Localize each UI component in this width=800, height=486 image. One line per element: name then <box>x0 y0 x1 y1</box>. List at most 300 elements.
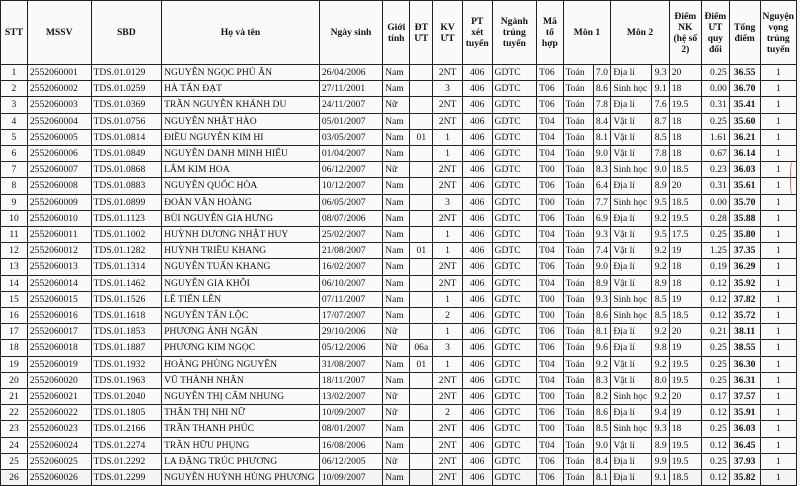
cell-sbd: TDS.01.1526 <box>91 291 162 307</box>
cell-total-score: 35.88 <box>729 210 760 226</box>
cell-aptitude-score: 19.5 <box>669 437 701 453</box>
cell-stt: 12 <box>1 243 28 259</box>
cell-full-name: VŨ THÀNH NHÂN <box>162 372 320 388</box>
cell-priority-area: 3 <box>433 81 463 97</box>
table-row <box>1 389 797 405</box>
cell-aptitude-score: 19.5 <box>669 453 701 469</box>
cell-mssv: 2552060013 <box>27 259 91 275</box>
cell-full-name: TRẦN HỮU PHỤNG <box>162 437 320 453</box>
cell-admitted-preference: 1 <box>760 356 796 372</box>
cell-admitted-preference: 1 <box>760 372 796 388</box>
cell-subject-2-score: 9.0 <box>652 162 669 178</box>
cell-admitted-preference: 1 <box>760 194 796 210</box>
cell-subject-1-name: Toán <box>563 113 593 129</box>
cell-full-name: PHƯƠNG ÁNH NGÂN <box>162 324 320 340</box>
cell-admission-method: 406 <box>462 162 492 178</box>
cell-total-score: 37.35 <box>729 243 760 259</box>
cell-admitted-preference: 1 <box>760 308 796 324</box>
cell-priority-area: 2NT <box>433 453 463 469</box>
cell-sbd: TDS.01.2040 <box>91 389 162 405</box>
cell-sbd: TDS.01.2274 <box>91 437 162 453</box>
cell-admission-method: 406 <box>462 324 492 340</box>
cell-subject-2-score: 9.4 <box>652 405 669 421</box>
cell-gender: Nữ <box>383 97 410 113</box>
cell-gender: Nữ <box>383 162 410 178</box>
cell-priority-area: 1 <box>433 146 463 162</box>
cell-priority-group <box>410 162 433 178</box>
cell-date-of-birth: 08/01/2007 <box>319 421 382 437</box>
cell-subject-2-name: Vật lí <box>611 372 652 388</box>
cell-gender: Nam <box>383 470 410 486</box>
cell-mssv: 2552060021 <box>27 389 91 405</box>
cell-subject-2-name: Sinh học <box>611 421 652 437</box>
table-row <box>1 308 797 324</box>
cell-subject-2-score: 8.0 <box>652 372 669 388</box>
cell-gender: Nam <box>383 129 410 145</box>
cell-priority-points: 0.12 <box>701 308 729 324</box>
cell-admission-method: 406 <box>462 210 492 226</box>
cell-subject-1-name: Toán <box>563 227 593 243</box>
cell-mssv: 2552060026 <box>27 470 91 486</box>
cell-subject-1-score: 7.0 <box>593 65 610 81</box>
cell-priority-points: 0.25 <box>701 340 729 356</box>
cell-sbd: TDS.01.2299 <box>91 470 162 486</box>
cell-subject-2-name: Sinh học <box>611 194 652 210</box>
cell-mssv: 2552060016 <box>27 308 91 324</box>
cell-subject-2-score: 8.5 <box>652 308 669 324</box>
cell-subject-2-score: 9.1 <box>652 81 669 97</box>
header-aptitude-score: Điểm NK (hệ số 2) <box>669 1 701 65</box>
cell-full-name: LÊ TIẾN LÊN <box>162 291 320 307</box>
cell-stt: 6 <box>1 146 28 162</box>
cell-subject-1-name: Toán <box>563 291 593 307</box>
table-row <box>1 340 797 356</box>
cell-aptitude-score: 19.5 <box>669 356 701 372</box>
cell-subject-2-score: 8.5 <box>652 129 669 145</box>
cell-aptitude-score: 18 <box>669 113 701 129</box>
cell-gender: Nam <box>383 259 410 275</box>
table-row <box>1 210 797 226</box>
cell-admitted-preference: 1 <box>760 113 796 129</box>
cell-sbd: TDS.01.0756 <box>91 113 162 129</box>
cell-subject-combination: T04 <box>537 437 563 453</box>
cell-admitted-major: GDTC <box>492 210 537 226</box>
cell-subject-1-name: Toán <box>563 470 593 486</box>
cell-date-of-birth: 18/11/2007 <box>319 372 382 388</box>
cell-sbd: TDS.01.2292 <box>91 453 162 469</box>
cell-date-of-birth: 24/11/2007 <box>319 97 382 113</box>
cell-admitted-major: GDTC <box>492 227 537 243</box>
cell-subject-combination: T04 <box>537 372 563 388</box>
cell-date-of-birth: 13/02/2007 <box>319 389 382 405</box>
header-mssv: MSSV <box>27 1 91 65</box>
cell-priority-points: 1.25 <box>701 243 729 259</box>
cell-gender: Nam <box>383 243 410 259</box>
cell-total-score: 35.60 <box>729 113 760 129</box>
table-row <box>1 65 797 81</box>
cell-admitted-major: GDTC <box>492 405 537 421</box>
cell-subject-2-score: 8.9 <box>652 275 669 291</box>
cell-full-name: NGUYỄN HUỲNH HÙNG PHƯƠNG <box>162 470 320 486</box>
cell-subject-1-score: 7.8 <box>593 97 610 113</box>
cell-subject-2-score: 9.2 <box>652 324 669 340</box>
cell-subject-1-name: Toán <box>563 210 593 226</box>
cell-subject-1-score: 8.5 <box>593 421 610 437</box>
cell-mssv: 2552060004 <box>27 113 91 129</box>
cell-sbd: TDS.01.1618 <box>91 308 162 324</box>
cell-priority-area: 2NT <box>433 389 463 405</box>
cell-priority-group <box>410 470 433 486</box>
cell-subject-2-name: Địa lí <box>611 405 652 421</box>
cell-subject-1-score: 8.6 <box>593 81 610 97</box>
cell-subject-2-name: Địa lí <box>611 65 652 81</box>
cell-admitted-major: GDTC <box>492 291 537 307</box>
cell-subject-1-score: 9.2 <box>593 356 610 372</box>
cell-gender: Nam <box>383 308 410 324</box>
cell-sbd: TDS.01.0868 <box>91 162 162 178</box>
cell-stt: 16 <box>1 308 28 324</box>
cell-admitted-major: GDTC <box>492 178 537 194</box>
cell-mssv: 2552060024 <box>27 437 91 453</box>
cell-total-score: 35.82 <box>729 470 760 486</box>
cell-gender: Nam <box>383 291 410 307</box>
cell-sbd: TDS.01.0814 <box>91 129 162 145</box>
cell-aptitude-score: 18 <box>669 275 701 291</box>
table-row <box>1 227 797 243</box>
cell-admission-method: 406 <box>462 437 492 453</box>
cell-admitted-preference: 1 <box>760 129 796 145</box>
cell-priority-points: 0.12 <box>701 405 729 421</box>
cell-priority-area: 1 <box>433 324 463 340</box>
cell-stt: 26 <box>1 470 28 486</box>
cell-subject-2-score: 7.6 <box>652 97 669 113</box>
cell-gender: Nam <box>383 210 410 226</box>
cell-full-name: NGUYỄN QUỐC HÒA <box>162 178 320 194</box>
cell-mssv: 2552060006 <box>27 146 91 162</box>
cell-admitted-major: GDTC <box>492 421 537 437</box>
cell-sbd: TDS.01.2166 <box>91 421 162 437</box>
table-row <box>1 113 797 129</box>
cell-subject-1-name: Toán <box>563 129 593 145</box>
cell-aptitude-score: 20 <box>669 389 701 405</box>
cell-admission-method: 406 <box>462 243 492 259</box>
cell-date-of-birth: 29/10/2006 <box>319 324 382 340</box>
cell-admission-method: 406 <box>462 146 492 162</box>
cell-gender: Nam <box>383 227 410 243</box>
cell-subject-1-score: 8.1 <box>593 470 610 486</box>
cell-stt: 17 <box>1 324 28 340</box>
cell-priority-group <box>410 194 433 210</box>
cell-admitted-major: GDTC <box>492 470 537 486</box>
cell-date-of-birth: 07/11/2007 <box>319 291 382 307</box>
cell-mssv: 2552060015 <box>27 291 91 307</box>
cell-date-of-birth: 21/08/2007 <box>319 243 382 259</box>
cell-admitted-major: GDTC <box>492 389 537 405</box>
cell-priority-group: 06a <box>410 340 433 356</box>
cell-gender: Nam <box>383 113 410 129</box>
cell-priority-group <box>410 389 433 405</box>
cell-subject-combination: T04 <box>537 146 563 162</box>
cell-subject-combination: T00 <box>537 389 563 405</box>
cell-total-score: 35.41 <box>729 97 760 113</box>
cell-admitted-preference: 1 <box>760 340 796 356</box>
header-subject-combination: Mã tổ hợp <box>537 1 563 65</box>
cell-priority-points: 0.25 <box>701 113 729 129</box>
cell-admission-method: 406 <box>462 470 492 486</box>
cell-admitted-preference: 1 <box>760 389 796 405</box>
cell-admitted-preference: 1 <box>760 259 796 275</box>
header-subject-2: Môn 2 <box>611 1 669 65</box>
cell-date-of-birth: 26/04/2006 <box>319 65 382 81</box>
cell-aptitude-score: 19 <box>669 405 701 421</box>
cell-stt: 18 <box>1 340 28 356</box>
cell-priority-area: 2NT <box>433 275 463 291</box>
cell-mssv: 2552060008 <box>27 178 91 194</box>
cell-subject-1-score: 8.9 <box>593 275 610 291</box>
cell-admitted-major: GDTC <box>492 65 537 81</box>
cell-subject-2-score: 9.2 <box>652 259 669 275</box>
cell-admitted-major: GDTC <box>492 275 537 291</box>
cell-admitted-major: GDTC <box>492 308 537 324</box>
cell-gender: Nam <box>383 146 410 162</box>
header-admitted-preference: Nguyện vọng trúng tuyển <box>760 1 796 65</box>
cell-subject-2-score: 9.3 <box>652 65 669 81</box>
cell-date-of-birth: 06/12/2005 <box>319 453 382 469</box>
cell-priority-area: 2 <box>433 405 463 421</box>
cell-aptitude-score: 19.5 <box>669 210 701 226</box>
cell-gender: Nam <box>383 372 410 388</box>
cell-admitted-major: GDTC <box>492 453 537 469</box>
cell-priority-points: 0.12 <box>701 470 729 486</box>
cell-subject-combination: T06 <box>537 259 563 275</box>
cell-subject-1-score: 9.3 <box>593 227 610 243</box>
table-row <box>1 162 797 178</box>
cell-admission-method: 406 <box>462 227 492 243</box>
cell-subject-1-score: 8.4 <box>593 113 610 129</box>
cell-priority-group: 01 <box>410 356 433 372</box>
cell-total-score: 37.57 <box>729 389 760 405</box>
cell-priority-group <box>410 453 433 469</box>
cell-admission-method: 406 <box>462 113 492 129</box>
cell-gender: Nam <box>383 178 410 194</box>
cell-sbd: TDS.01.1123 <box>91 210 162 226</box>
cell-admission-method: 406 <box>462 97 492 113</box>
cell-priority-points: 0.12 <box>701 437 729 453</box>
cell-mssv: 2552060014 <box>27 275 91 291</box>
cell-full-name: THÂN THỊ NHI NỮ <box>162 405 320 421</box>
cell-full-name: NGUYỄN NHẬT HÀO <box>162 113 320 129</box>
cell-mssv: 2552060010 <box>27 210 91 226</box>
cell-subject-1-name: Toán <box>563 146 593 162</box>
cell-full-name: HUỲNH DƯƠNG NHẬT HUY <box>162 227 320 243</box>
cell-gender: Nam <box>383 356 410 372</box>
cell-total-score: 35.70 <box>729 194 760 210</box>
table-body <box>1 65 797 486</box>
cell-priority-area: 3 <box>433 194 463 210</box>
cell-subject-2-score: 8.7 <box>652 113 669 129</box>
table-row <box>1 421 797 437</box>
cell-priority-group <box>410 81 433 97</box>
cell-priority-area: 1 <box>433 356 463 372</box>
cell-admitted-major: GDTC <box>492 356 537 372</box>
cell-admitted-preference: 1 <box>760 275 796 291</box>
cell-subject-2-name: Sinh học <box>611 81 652 97</box>
table-row <box>1 81 797 97</box>
cell-sbd: TDS.01.1002 <box>91 227 162 243</box>
cell-admitted-major: GDTC <box>492 437 537 453</box>
header-subject-1: Môn 1 <box>563 1 611 65</box>
cell-mssv: 2552060007 <box>27 162 91 178</box>
cell-subject-1-name: Toán <box>563 259 593 275</box>
cell-stt: 5 <box>1 129 28 145</box>
cell-admitted-preference: 1 <box>760 470 796 486</box>
cell-priority-group <box>410 421 433 437</box>
table-row <box>1 97 797 113</box>
cell-admitted-preference: 1 <box>760 81 796 97</box>
cell-subject-1-name: Toán <box>563 243 593 259</box>
header-row <box>1 1 797 65</box>
cell-subject-1-score: 9.0 <box>593 146 610 162</box>
cell-priority-group: 01 <box>410 243 433 259</box>
cell-admitted-major: GDTC <box>492 243 537 259</box>
cell-admitted-major: GDTC <box>492 129 537 145</box>
header-priority-points: Điểm ƯT quy đổi <box>701 1 729 65</box>
cell-subject-1-score: 9.3 <box>593 291 610 307</box>
cell-sbd: TDS.01.1805 <box>91 405 162 421</box>
cell-gender: Nữ <box>383 405 410 421</box>
cell-total-score: 37.82 <box>729 291 760 307</box>
cell-priority-points: 0.21 <box>701 324 729 340</box>
cell-admitted-major: GDTC <box>492 372 537 388</box>
cell-subject-2-name: Sinh học <box>611 162 652 178</box>
cell-subject-2-score: 9.8 <box>652 340 669 356</box>
cell-full-name: TRẦN THANH PHÚC <box>162 421 320 437</box>
cell-admission-method: 406 <box>462 372 492 388</box>
cell-priority-group <box>410 275 433 291</box>
cell-full-name: NGUYỄN THỊ CẨM NHUNG <box>162 389 320 405</box>
cell-total-score: 36.31 <box>729 372 760 388</box>
cell-aptitude-score: 18 <box>669 421 701 437</box>
header-priority-area: KV ƯT <box>433 1 463 65</box>
cell-admission-method: 406 <box>462 405 492 421</box>
cell-subject-combination: T00 <box>537 421 563 437</box>
header-full-name: Họ và tên <box>162 1 320 65</box>
cell-subject-combination: T06 <box>537 340 563 356</box>
cell-stt: 22 <box>1 405 28 421</box>
cell-admitted-preference: 1 <box>760 146 796 162</box>
cell-full-name: BÙI NGUYỄN GIA HƯNG <box>162 210 320 226</box>
cell-aptitude-score: 18 <box>669 259 701 275</box>
table-row <box>1 243 797 259</box>
cell-subject-1-name: Toán <box>563 308 593 324</box>
cell-priority-points: 0.67 <box>701 146 729 162</box>
cell-priority-area: 1 <box>433 227 463 243</box>
cell-priority-area: 2NT <box>433 97 463 113</box>
cell-subject-combination: T06 <box>537 81 563 97</box>
cell-subject-2-name: Địa lí <box>611 97 652 113</box>
cell-sbd: TDS.01.1853 <box>91 324 162 340</box>
cell-date-of-birth: 01/04/2007 <box>319 146 382 162</box>
cell-aptitude-score: 18.5 <box>669 194 701 210</box>
cell-subject-1-score: 9.6 <box>593 340 610 356</box>
cell-subject-2-score: 9.1 <box>652 470 669 486</box>
cell-admitted-preference: 1 <box>760 453 796 469</box>
cell-total-score: 36.03 <box>729 421 760 437</box>
table-row <box>1 291 797 307</box>
cell-aptitude-score: 18.5 <box>669 308 701 324</box>
cell-priority-area: 2NT <box>433 421 463 437</box>
cell-subject-2-name: Địa lí <box>611 340 652 356</box>
cell-priority-area: 3 <box>433 340 463 356</box>
cell-subject-1-name: Toán <box>563 389 593 405</box>
cell-priority-points: 0.31 <box>701 97 729 113</box>
header-sbd: SBD <box>91 1 162 65</box>
cell-admitted-major: GDTC <box>492 97 537 113</box>
cell-subject-2-score: 8.9 <box>652 437 669 453</box>
cell-stt: 10 <box>1 210 28 226</box>
cell-subject-2-name: Vật lí <box>611 243 652 259</box>
cell-priority-group <box>410 437 433 453</box>
cell-subject-1-name: Toán <box>563 194 593 210</box>
cell-gender: Nữ <box>383 453 410 469</box>
cell-subject-1-score: 7.7 <box>593 194 610 210</box>
cell-subject-combination: T00 <box>537 162 563 178</box>
cell-subject-2-score: 7.8 <box>652 146 669 162</box>
cell-total-score: 36.55 <box>729 65 760 81</box>
cell-total-score: 36.03 <box>729 162 760 178</box>
cell-total-score: 36.29 <box>729 259 760 275</box>
cell-stt: 20 <box>1 372 28 388</box>
cell-subject-2-score: 9.3 <box>652 421 669 437</box>
cell-aptitude-score: 19 <box>669 291 701 307</box>
cell-admission-method: 406 <box>462 389 492 405</box>
cell-stt: 15 <box>1 291 28 307</box>
cell-subject-combination: T04 <box>537 113 563 129</box>
cell-mssv: 2552060019 <box>27 356 91 372</box>
cell-priority-points: 0.00 <box>701 81 729 97</box>
cell-mssv: 2552060002 <box>27 81 91 97</box>
cell-subject-2-name: Địa lí <box>611 324 652 340</box>
cell-subject-1-score: 6.4 <box>593 178 610 194</box>
cell-subject-2-score: 9.2 <box>652 389 669 405</box>
cell-admission-method: 406 <box>462 421 492 437</box>
cell-mssv: 2552060012 <box>27 243 91 259</box>
cell-admitted-preference: 1 <box>760 405 796 421</box>
cell-gender: Nam <box>383 194 410 210</box>
cell-subject-combination: T04 <box>537 243 563 259</box>
cell-admission-method: 406 <box>462 275 492 291</box>
table-row <box>1 259 797 275</box>
cell-aptitude-score: 20 <box>669 65 701 81</box>
cell-gender: Nam <box>383 275 410 291</box>
cell-sbd: TDS.01.1887 <box>91 340 162 356</box>
cell-total-score: 35.80 <box>729 227 760 243</box>
cell-sbd: TDS.01.0369 <box>91 97 162 113</box>
cell-priority-group <box>410 324 433 340</box>
cell-admission-method: 406 <box>462 453 492 469</box>
cell-full-name: ĐOÀN VĂN HOÀNG <box>162 194 320 210</box>
cell-priority-area: 2NT <box>433 178 463 194</box>
cell-priority-group <box>410 65 433 81</box>
cell-stt: 9 <box>1 194 28 210</box>
cell-date-of-birth: 27/11/2001 <box>319 81 382 97</box>
cell-admitted-preference: 1 <box>760 437 796 453</box>
cell-total-score: 36.30 <box>729 356 760 372</box>
cell-aptitude-score: 18.5 <box>669 162 701 178</box>
cell-priority-group <box>410 146 433 162</box>
cell-priority-group <box>410 113 433 129</box>
cell-admitted-major: GDTC <box>492 340 537 356</box>
